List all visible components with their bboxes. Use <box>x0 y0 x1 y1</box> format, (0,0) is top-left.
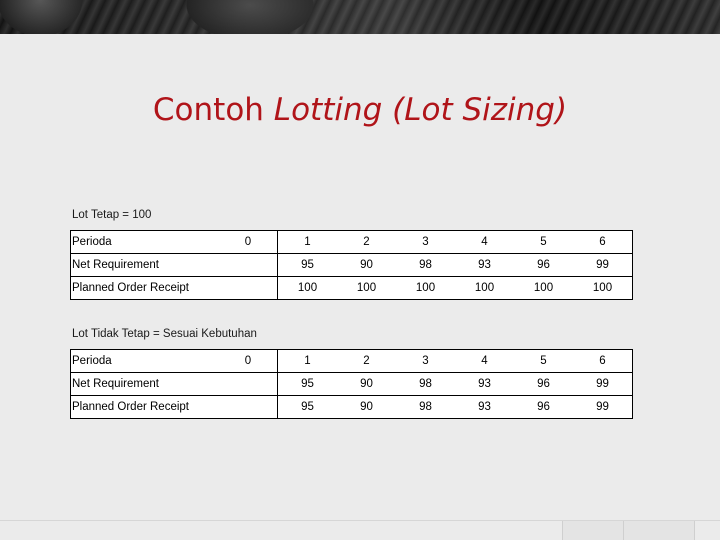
cell: 3 <box>396 350 455 373</box>
cell-period-0 <box>219 396 278 419</box>
footer-tab <box>562 521 624 540</box>
row-label: Perioda <box>71 350 220 373</box>
cell: 1 <box>278 350 338 373</box>
cell: 93 <box>455 254 514 277</box>
row-label: Planned Order Receipt <box>71 396 220 419</box>
row-label: Perioda <box>71 231 220 254</box>
cell: 90 <box>337 254 396 277</box>
cell: 98 <box>396 254 455 277</box>
cell: 2 <box>337 350 396 373</box>
row-label: Planned Order Receipt <box>71 277 220 300</box>
table-row-net-requirement <box>71 373 633 396</box>
cell: 6 <box>573 231 633 254</box>
row-label: Net Requirement <box>71 373 220 396</box>
cell: 3 <box>396 231 455 254</box>
cell: 93 <box>455 373 514 396</box>
cell: 95 <box>278 373 338 396</box>
table-row-planned-order-receipt <box>71 277 633 300</box>
cell-period-0: 0 <box>219 231 278 254</box>
cell-period-0 <box>219 254 278 277</box>
table-row-perioda <box>71 350 633 373</box>
cell: 98 <box>396 396 455 419</box>
table-row-perioda <box>71 231 633 254</box>
header-banner-image <box>0 0 720 34</box>
row-label: Net Requirement <box>71 254 220 277</box>
cell: 90 <box>337 373 396 396</box>
title-italic: Lotting (Lot Sizing) <box>273 92 568 128</box>
table-2-caption: Lot Tidak Tetap = Sesuai Kebutuhan <box>72 328 257 340</box>
cell: 100 <box>337 277 396 300</box>
cell: 4 <box>455 231 514 254</box>
cell: 99 <box>573 373 633 396</box>
cell: 100 <box>396 277 455 300</box>
cell: 5 <box>514 350 573 373</box>
cell: 100 <box>573 277 633 300</box>
title-plain: Contoh <box>152 92 274 128</box>
footer-tab <box>623 521 695 540</box>
table-1-caption: Lot Tetap = 100 <box>72 209 152 221</box>
cell: 98 <box>396 373 455 396</box>
cell: 99 <box>573 254 633 277</box>
cell: 2 <box>337 231 396 254</box>
cell: 100 <box>278 277 338 300</box>
cell: 5 <box>514 231 573 254</box>
cell: 95 <box>278 396 338 419</box>
cell: 96 <box>514 373 573 396</box>
cell-period-0 <box>219 277 278 300</box>
cell-period-0 <box>219 373 278 396</box>
cell: 95 <box>278 254 338 277</box>
cell-period-0: 0 <box>219 350 278 373</box>
table-row-net-requirement <box>71 254 633 277</box>
cell: 96 <box>514 396 573 419</box>
slide-title <box>0 92 720 128</box>
cell: 96 <box>514 254 573 277</box>
cell: 6 <box>573 350 633 373</box>
cell: 1 <box>278 231 338 254</box>
lot-tetap-table <box>70 230 633 300</box>
cell: 93 <box>455 396 514 419</box>
cell: 100 <box>514 277 573 300</box>
cell: 4 <box>455 350 514 373</box>
table-row-planned-order-receipt <box>71 396 633 419</box>
cell: 90 <box>337 396 396 419</box>
lot-tidak-tetap-table <box>70 349 633 419</box>
cell: 99 <box>573 396 633 419</box>
cell: 100 <box>455 277 514 300</box>
